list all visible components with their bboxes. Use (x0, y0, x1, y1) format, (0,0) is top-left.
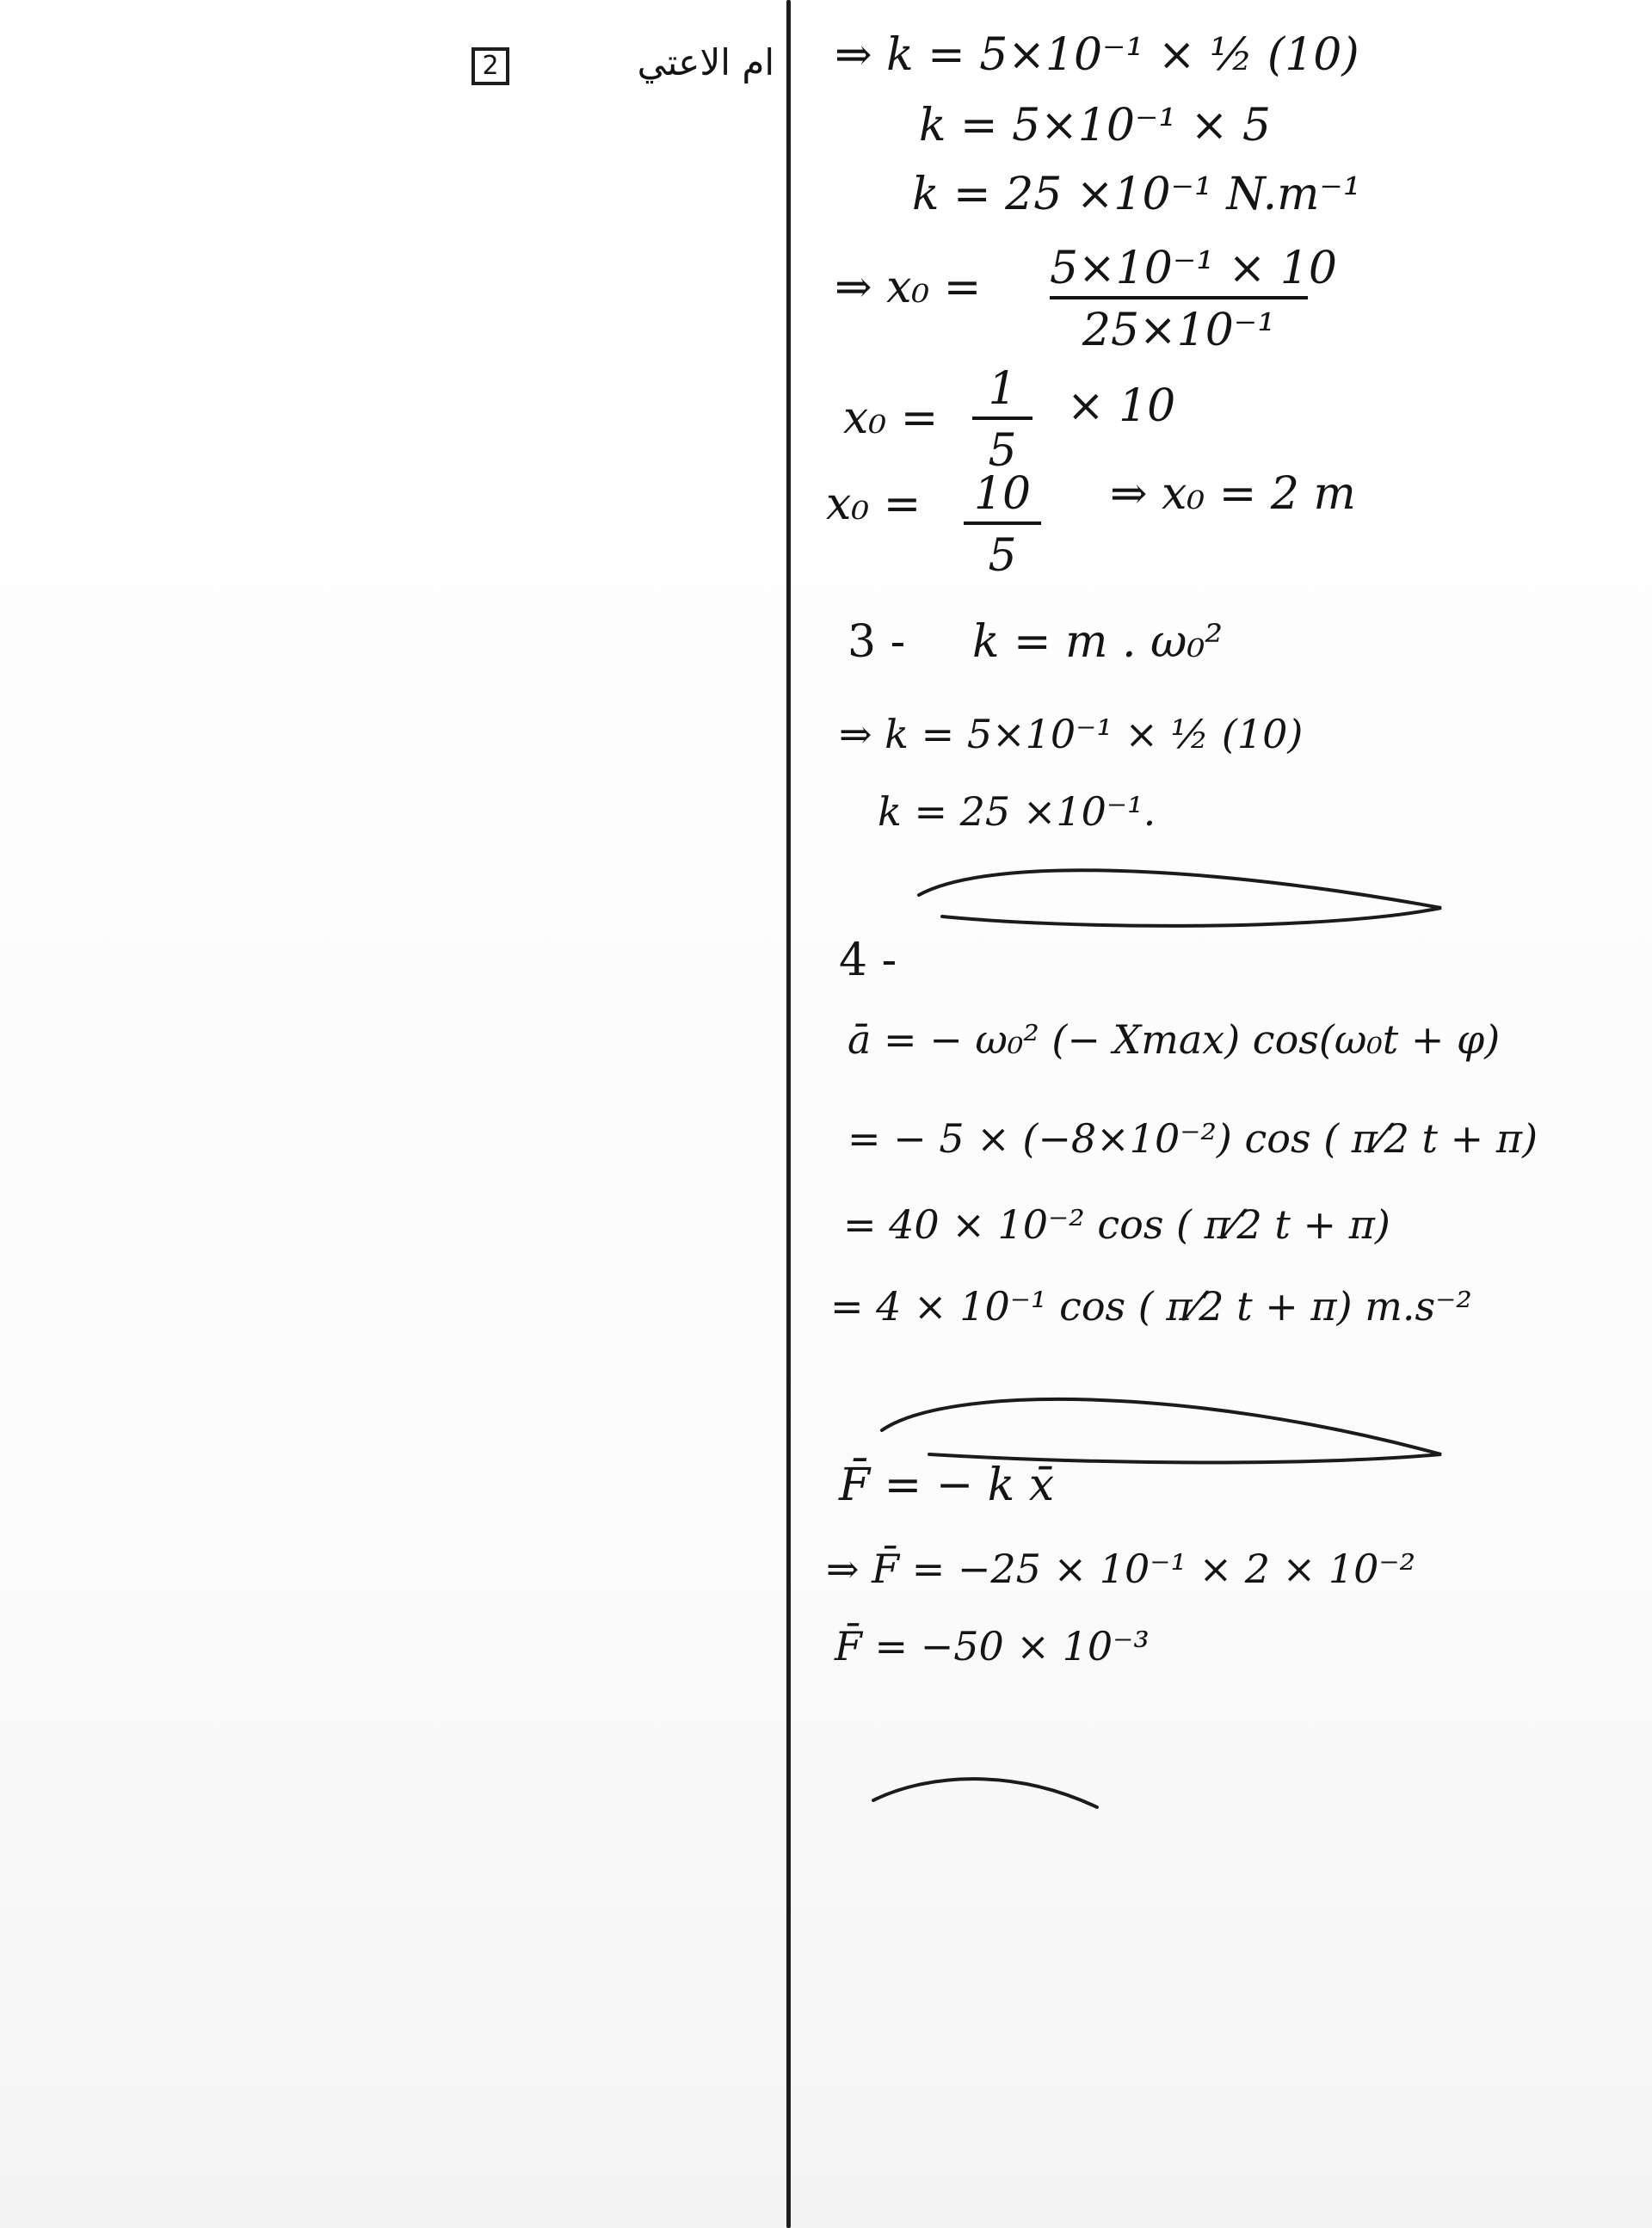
arabic-heading: ام الاعتي (637, 41, 774, 83)
force-line-2: ⇒ F̄ = −25 × 10⁻¹ × 2 × 10⁻² (826, 1546, 1416, 1592)
x0-line-2-prefix: x₀ = (843, 392, 939, 444)
x0-fraction-2-numerator: 1 (988, 363, 1017, 415)
section-4-line-4: = 4 × 10⁻¹ cos ( π⁄2 t + π) m.s⁻² (830, 1283, 1472, 1330)
section-3-formula: k = m . ω₀² (972, 616, 1224, 668)
section-4-label: 4 - (839, 935, 897, 986)
x0-fraction-1-denominator: 25×10⁻¹ (1082, 305, 1276, 356)
k-line-3: k = 25 ×10⁻¹ N.m⁻¹ (912, 169, 1361, 220)
x0-fraction-2-denominator: 5 (988, 425, 1017, 477)
section-3-label: 3 - (848, 616, 906, 668)
section-3-line-3: k = 25 ×10⁻¹. (878, 788, 1156, 835)
x0-line-3-prefix: x₀ = (826, 478, 922, 530)
x0-fraction-3-numerator: 10 (973, 468, 1032, 520)
x0-line-1-prefix: ⇒ x₀ = (835, 262, 982, 313)
section-4-line-1: ā = − ω₀² (− Xmax) cos(ω₀t + φ) (848, 1016, 1501, 1063)
x0-fraction-3-denominator: 5 (988, 530, 1017, 582)
separator-curve-2 (882, 1399, 1441, 1463)
x0-result: ⇒ x₀ = 2 m (1110, 468, 1356, 520)
separator-curve-1 (919, 870, 1441, 926)
k-line-1: ⇒ k = 5×10⁻¹ × ½ (10) (835, 29, 1359, 81)
x0-line-2-suffix: × 10 (1067, 380, 1176, 432)
question-number-box: 2 (472, 47, 509, 85)
section-4-line-2: = − 5 × (−8×10⁻²) cos ( π⁄2 t + π) (848, 1115, 1538, 1162)
x0-fraction-1-numerator: 5×10⁻¹ × 10 (1050, 243, 1337, 294)
separator-curve-3 (873, 1779, 1097, 1807)
section-4-line-3: = 40 × 10⁻² cos ( π⁄2 t + π) (843, 1201, 1390, 1248)
force-line-3: F̄ = −50 × 10⁻³ (835, 1623, 1150, 1669)
section-3-line-2: ⇒ k = 5×10⁻¹ × ½ (10) (839, 711, 1304, 757)
k-line-2: k = 5×10⁻¹ × 5 (919, 100, 1271, 151)
force-line-1: F̄ = − k x̄ (839, 1460, 1055, 1511)
